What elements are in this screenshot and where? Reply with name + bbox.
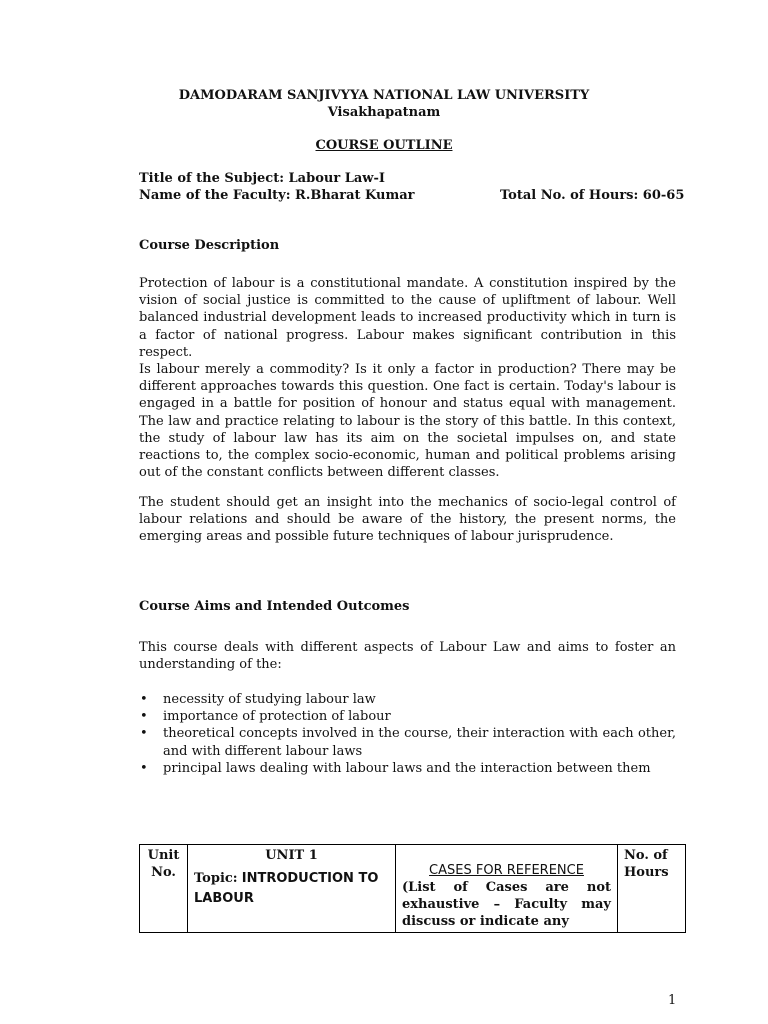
description-paragraph-1: Protection of labour is a constitutional mandate. A constitution inspired by the vision of social justice is committed to the cause of upliftment of labour. Well balanced industrial development leads to increased productivity which in turn is a factor of national progress. Labour makes significant contribution in this respect. xyxy=(139,276,676,360)
unit-no-header: Unit No. xyxy=(140,845,188,933)
university-city: Visakhapatnam xyxy=(327,105,441,120)
aims-heading: Course Aims and Intended Outcomes xyxy=(139,599,410,614)
unit-table xyxy=(139,844,686,933)
bullet-icon: • xyxy=(140,760,148,776)
unit-topic: Topic: INTRODUCTION TO LABOUR xyxy=(194,871,379,906)
total-hours: Total No. of Hours: 60-65 xyxy=(500,188,685,203)
list-item: • necessity of studying labour law xyxy=(140,692,376,707)
table-row xyxy=(140,845,686,933)
subject-title: Title of the Subject: Labour Law-I xyxy=(139,171,385,186)
faculty-name: Name of the Faculty: R.Bharat Kumar xyxy=(139,188,415,203)
bullet-icon: • xyxy=(140,709,148,725)
hours-header: No. of Hours xyxy=(618,845,686,933)
list-item: • importance of protection of labour xyxy=(140,709,391,725)
cases-cell xyxy=(396,845,618,933)
course-outline-title: COURSE OUTLINE xyxy=(315,138,453,153)
bullet-icon: • xyxy=(140,726,148,742)
course-description-heading: Course Description xyxy=(139,238,280,253)
university-name: DAMODARAM SANJIVYYA NATIONAL LAW UNIVERSITY xyxy=(178,88,590,103)
aims-intro: This course deals with different aspects of Labour Law and aims to foster an understanding of the: xyxy=(139,640,676,673)
cases-heading: CASES FOR REFERENCE xyxy=(429,863,584,878)
bullet-icon: • xyxy=(140,692,148,707)
list-item: • theoretical concepts involved in the course, their interaction with each other, and with different labour laws xyxy=(140,726,676,759)
description-paragraph-2: Is labour merely a commodity? Is it only a factor in production? There may be different approaches towards this question. One fact is certain. Today's labour is engaged in a battle for position of honour and status equal with management. The law and practice relating to labour is the story of this battle. In this context, the study of labour law has its aim on the societal impulses on, and state reactions to, the complex socio-economic, human and political problems arising out of the constant conflicts between different classes. xyxy=(139,362,676,481)
page-number: 1 xyxy=(668,993,677,1008)
description-paragraph-3: The student should get an insight into the mechanics of socio-legal control of labour relations and should be aware of the history, the present norms, the emerging areas and possible future techniques of labour jurisprudence. xyxy=(139,495,676,545)
unit-title-cell xyxy=(188,845,396,933)
cases-note: (List of Cases are not exhaustive – Faculty may discuss or indicate any xyxy=(402,880,611,929)
list-item: • principal laws dealing with labour laws and the interaction between them xyxy=(140,760,651,776)
unit-title: UNIT 1 xyxy=(265,848,318,863)
aims-list xyxy=(139,691,676,777)
